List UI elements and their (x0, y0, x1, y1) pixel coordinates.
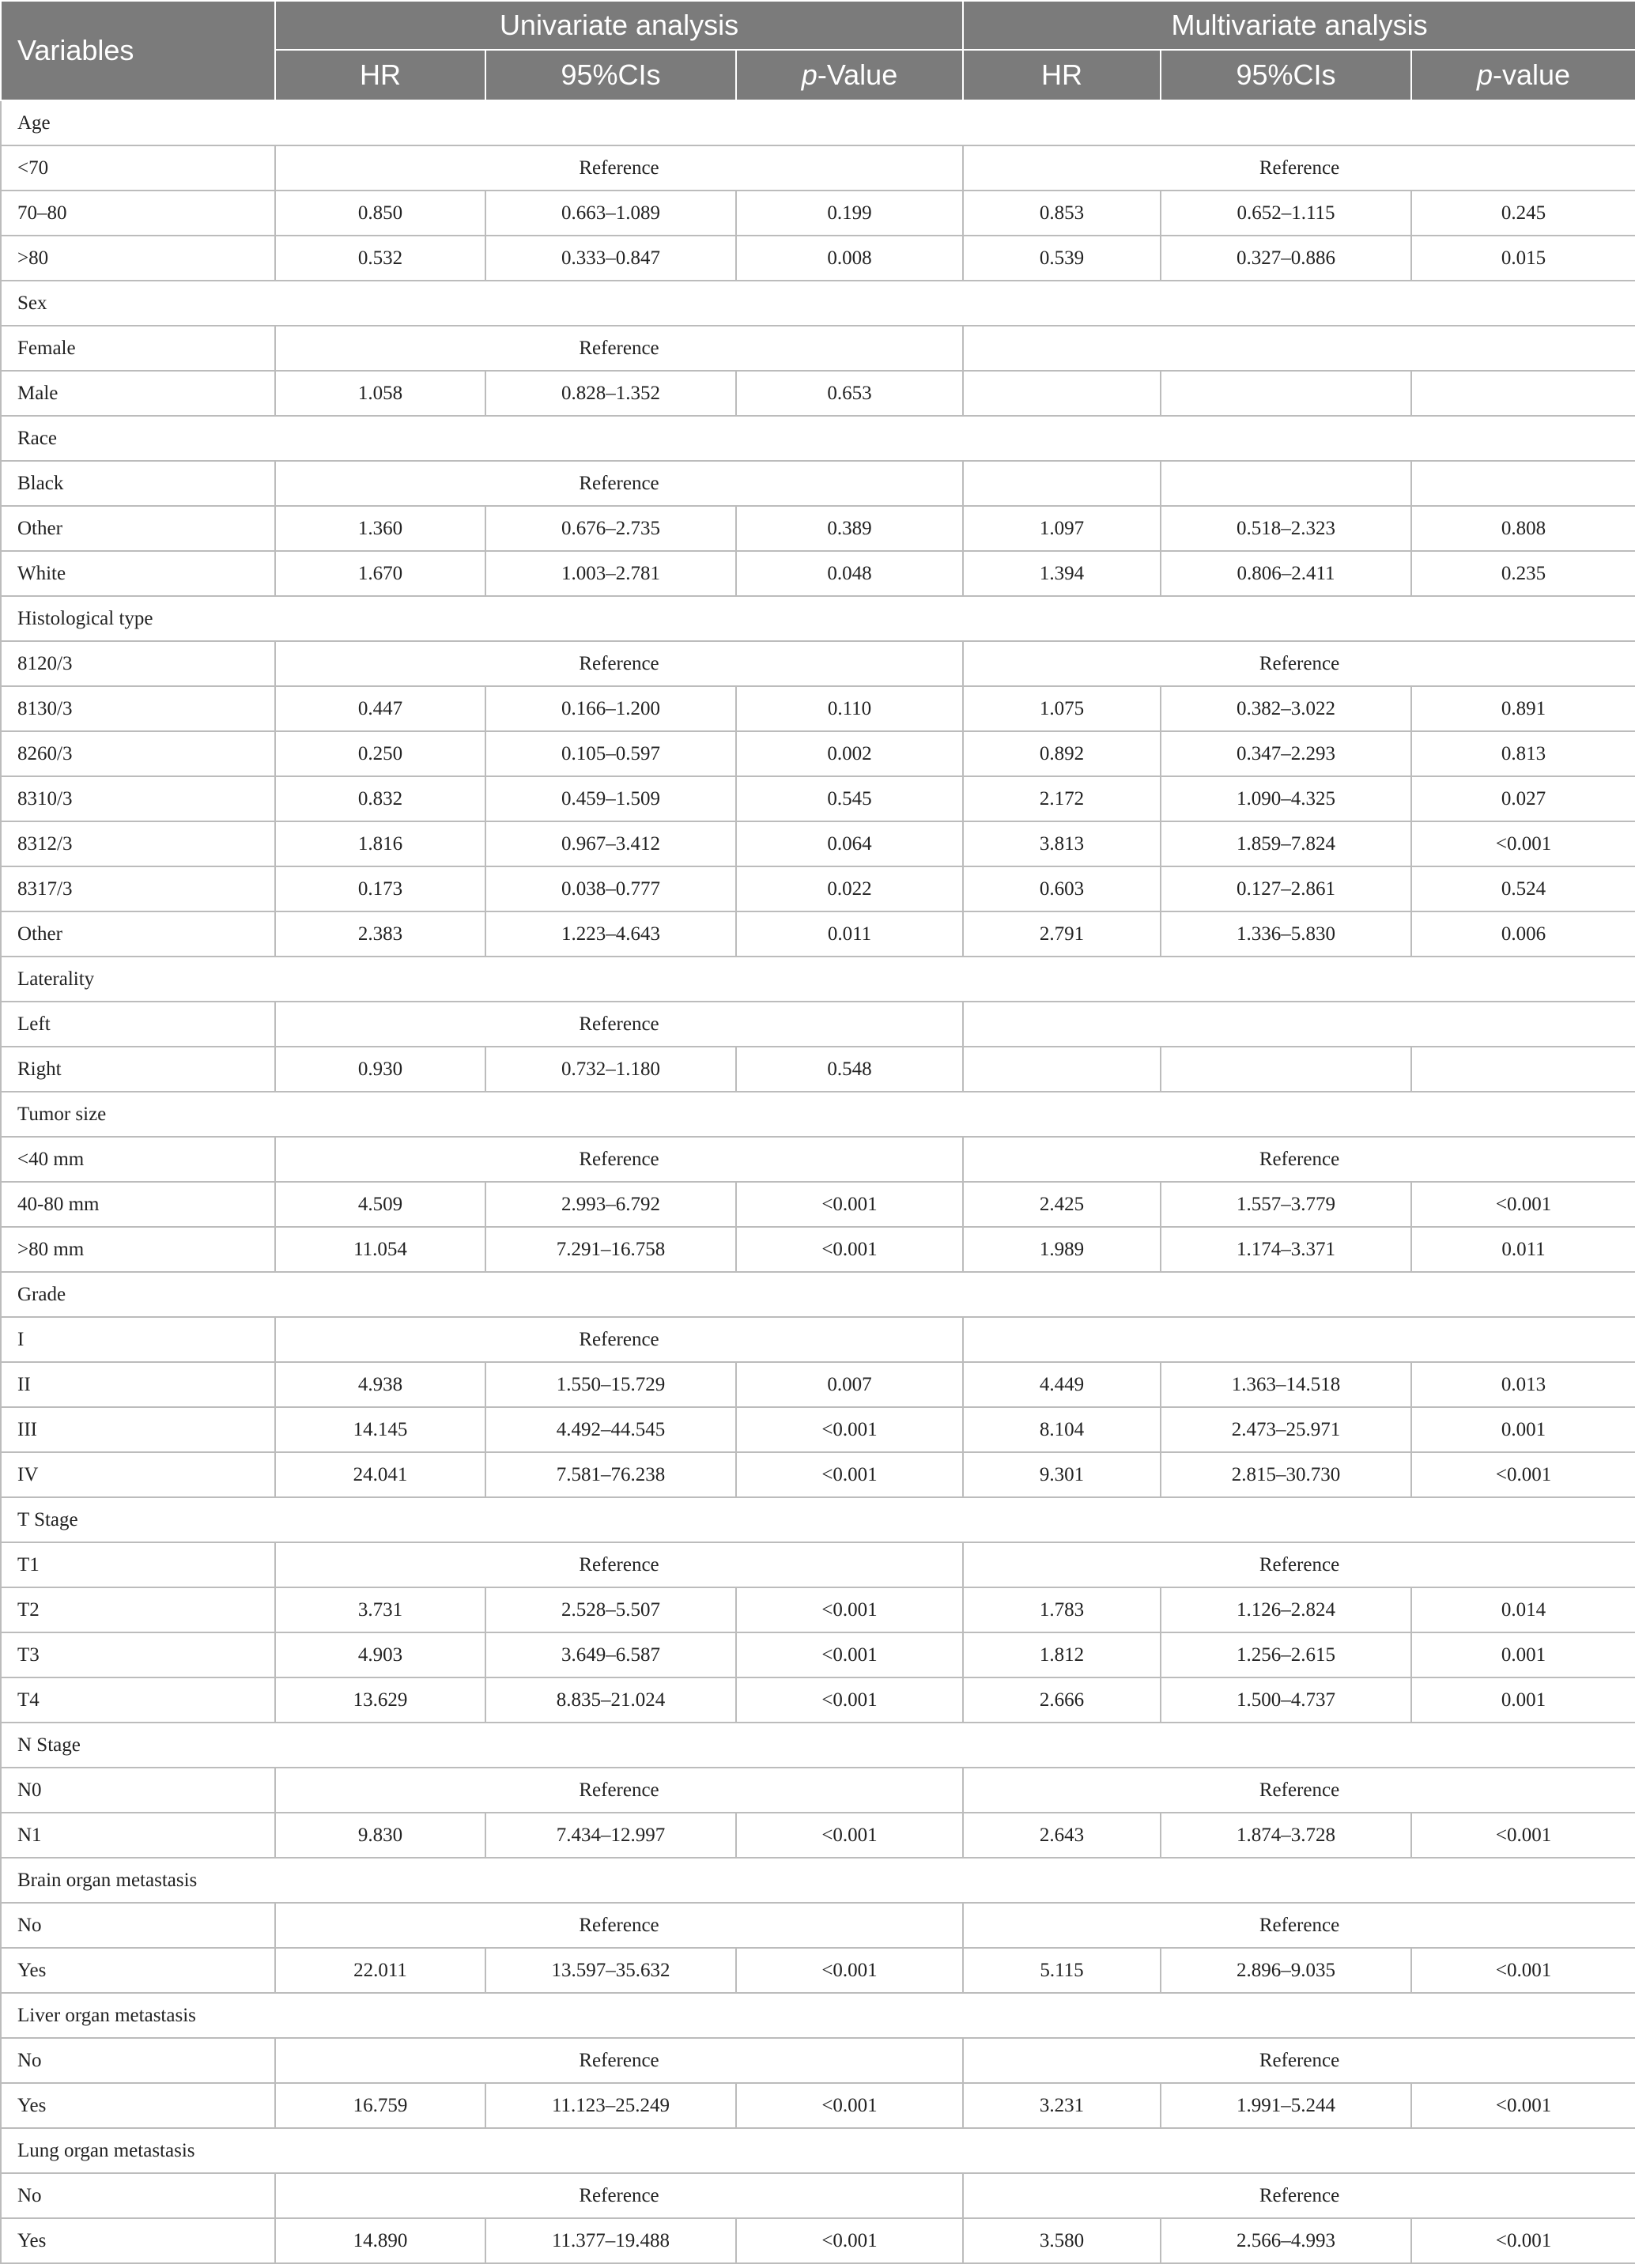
multivariate-p-cell: <0.001 (1411, 1813, 1635, 1858)
table-row (1, 1407, 1635, 1452)
row-label: Yes (1, 2218, 275, 2263)
section-row (1, 1497, 1635, 1542)
row-label: 8317/3 (1, 866, 275, 911)
row-label: 8130/3 (1, 686, 275, 731)
univariate-p-cell: 0.653 (736, 371, 963, 416)
table-row (1, 236, 1635, 281)
table-row (1, 1768, 1635, 1813)
row-label: T1 (1, 1542, 275, 1587)
table-row (1, 776, 1635, 821)
table-row (1, 1182, 1635, 1227)
table-row (1, 1948, 1635, 1993)
row-label: N0 (1, 1768, 275, 1813)
multivariate-hr-cell: 1.394 (963, 551, 1161, 596)
univariate-ci-cell: 0.459–1.509 (485, 776, 736, 821)
univariate-header: Univariate analysis (275, 1, 963, 50)
table-row (1, 551, 1635, 596)
multivariate-hr-cell: 4.449 (963, 1362, 1161, 1407)
p-value-suffix: -Value (817, 58, 898, 91)
multivariate-reference: Reference (963, 145, 1635, 191)
section-row (1, 100, 1635, 145)
univariate-hr-cell: 24.041 (275, 1452, 485, 1497)
univariate-p-cell: <0.001 (736, 1407, 963, 1452)
section-row (1, 957, 1635, 1002)
multivariate-ci-cell: 1.500–4.737 (1161, 1677, 1411, 1723)
multivariate-hr-cell (963, 461, 1161, 506)
p-italic: p (1476, 58, 1493, 91)
row-label: T3 (1, 1632, 275, 1677)
multivariate-p-cell: <0.001 (1411, 2218, 1635, 2263)
multivariate-p-cell: 0.813 (1411, 731, 1635, 776)
univariate-ci-cell: 0.663–1.089 (485, 191, 736, 236)
multivariate-ci-cell (1161, 1047, 1411, 1092)
multivariate-p-cell: 0.001 (1411, 1632, 1635, 1677)
table-row (1, 866, 1635, 911)
multivariate-reference: Reference (963, 1768, 1635, 1813)
multivariate-p-cell: 0.027 (1411, 776, 1635, 821)
multivariate-header: Multivariate analysis (963, 1, 1635, 50)
multivariate-ci-header: 95%CIs (1161, 50, 1411, 100)
univariate-hr-cell: 0.532 (275, 236, 485, 281)
table-row (1, 2083, 1635, 2128)
row-label: White (1, 551, 275, 596)
multivariate-p-cell: 0.013 (1411, 1362, 1635, 1407)
univariate-p-cell: 0.545 (736, 776, 963, 821)
univariate-p-cell: 0.548 (736, 1047, 963, 1092)
table-row (1, 1002, 1635, 1047)
univariate-ci-cell: 0.038–0.777 (485, 866, 736, 911)
univariate-ci-cell: 0.828–1.352 (485, 371, 736, 416)
univariate-p-cell: 0.199 (736, 191, 963, 236)
row-label: I (1, 1317, 275, 1362)
multivariate-ci-cell: 0.382–3.022 (1161, 686, 1411, 731)
univariate-reference: Reference (275, 1137, 963, 1182)
univariate-hr-cell: 4.509 (275, 1182, 485, 1227)
table-row (1, 1452, 1635, 1497)
p-italic: p (801, 58, 818, 91)
univariate-p-cell: 0.064 (736, 821, 963, 866)
univariate-ci-cell: 1.223–4.643 (485, 911, 736, 957)
multivariate-ci-cell: 2.896–9.035 (1161, 1948, 1411, 1993)
row-label: T2 (1, 1587, 275, 1632)
table-row (1, 1677, 1635, 1723)
univariate-p-cell: <0.001 (736, 1587, 963, 1632)
univariate-hr-cell: 0.850 (275, 191, 485, 236)
univariate-hr-cell: 14.890 (275, 2218, 485, 2263)
table-row (1, 371, 1635, 416)
multivariate-hr-cell: 2.643 (963, 1813, 1161, 1858)
univariate-p-cell: 0.008 (736, 236, 963, 281)
univariate-hr-cell: 4.938 (275, 1362, 485, 1407)
table-row (1, 731, 1635, 776)
univariate-ci-cell: 1.550–15.729 (485, 1362, 736, 1407)
table-row (1, 2218, 1635, 2263)
multivariate-ci-cell: 2.473–25.971 (1161, 1407, 1411, 1452)
univariate-hr-cell: 0.930 (275, 1047, 485, 1092)
multivariate-ci-cell: 2.815–30.730 (1161, 1452, 1411, 1497)
univariate-ci-cell: 11.377–19.488 (485, 2218, 736, 2263)
multivariate-reference: Reference (963, 641, 1635, 686)
section-row (1, 281, 1635, 326)
multivariate-hr-cell: 3.580 (963, 2218, 1161, 2263)
multivariate-ci-cell: 1.256–2.615 (1161, 1632, 1411, 1677)
row-label: Black (1, 461, 275, 506)
univariate-p-cell: 0.389 (736, 506, 963, 551)
univariate-p-cell: <0.001 (736, 1813, 963, 1858)
multivariate-reference: Reference (963, 1903, 1635, 1948)
univariate-reference: Reference (275, 2173, 963, 2218)
row-label: Right (1, 1047, 275, 1092)
row-label: Yes (1, 2083, 275, 2128)
univariate-ci-cell: 0.166–1.200 (485, 686, 736, 731)
row-label: Other (1, 911, 275, 957)
univariate-hr-cell: 1.816 (275, 821, 485, 866)
table-row (1, 911, 1635, 957)
row-label: No (1, 2173, 275, 2218)
multivariate-hr-header: HR (963, 50, 1161, 100)
univariate-reference: Reference (275, 2038, 963, 2083)
univariate-hr-cell: 13.629 (275, 1677, 485, 1723)
univariate-hr-cell: 14.145 (275, 1407, 485, 1452)
section-row (1, 1858, 1635, 1903)
univariate-p-cell: <0.001 (736, 2083, 963, 2128)
univariate-p-cell: <0.001 (736, 1452, 963, 1497)
multivariate-ci-cell: 2.566–4.993 (1161, 2218, 1411, 2263)
row-label: >80 (1, 236, 275, 281)
table-body (1, 100, 1635, 2263)
row-label: 8120/3 (1, 641, 275, 686)
univariate-hr-cell: 0.173 (275, 866, 485, 911)
row-label: III (1, 1407, 275, 1452)
multivariate-p-cell: 0.235 (1411, 551, 1635, 596)
univariate-p-cell: <0.001 (736, 1677, 963, 1723)
section-row (1, 1092, 1635, 1137)
univariate-ci-cell: 0.105–0.597 (485, 731, 736, 776)
table-row (1, 1587, 1635, 1632)
univariate-p-cell: 0.011 (736, 911, 963, 957)
univariate-p-cell: 0.048 (736, 551, 963, 596)
multivariate-reference (963, 326, 1635, 371)
multivariate-hr-cell (963, 371, 1161, 416)
multivariate-ci-cell: 0.127–2.861 (1161, 866, 1411, 911)
univariate-ci-cell: 13.597–35.632 (485, 1948, 736, 1993)
section-row (1, 416, 1635, 461)
section-label: Histological type (1, 596, 1635, 641)
table-row (1, 1903, 1635, 1948)
section-label: Grade (1, 1272, 1635, 1317)
section-label: Tumor size (1, 1092, 1635, 1137)
multivariate-hr-cell: 2.791 (963, 911, 1161, 957)
table-row (1, 1542, 1635, 1587)
multivariate-hr-cell: 1.783 (963, 1587, 1161, 1632)
univariate-ci-cell: 0.333–0.847 (485, 236, 736, 281)
univariate-hr-cell: 4.903 (275, 1632, 485, 1677)
multivariate-reference (963, 1317, 1635, 1362)
univariate-hr-cell: 9.830 (275, 1813, 485, 1858)
multivariate-p-cell: 0.011 (1411, 1227, 1635, 1272)
table-row (1, 461, 1635, 506)
p-value-suffix: -value (1493, 58, 1571, 91)
multivariate-hr-cell: 0.853 (963, 191, 1161, 236)
table-header (1, 1, 1635, 100)
multivariate-p-cell: <0.001 (1411, 2083, 1635, 2128)
table-row (1, 821, 1635, 866)
section-label: Race (1, 416, 1635, 461)
univariate-p-cell: <0.001 (736, 1632, 963, 1677)
row-label: 8312/3 (1, 821, 275, 866)
multivariate-ci-cell: 1.090–4.325 (1161, 776, 1411, 821)
univariate-hr-cell: 3.731 (275, 1587, 485, 1632)
table-row (1, 1813, 1635, 1858)
multivariate-ci-cell: 0.518–2.323 (1161, 506, 1411, 551)
section-label: Age (1, 100, 1635, 145)
multivariate-ci-cell: 1.174–3.371 (1161, 1227, 1411, 1272)
multivariate-hr-cell: 0.892 (963, 731, 1161, 776)
row-label: Yes (1, 1948, 275, 1993)
table-row (1, 1137, 1635, 1182)
variables-header: Variables (1, 1, 275, 100)
univariate-reference: Reference (275, 1903, 963, 1948)
section-label: Liver organ metastasis (1, 1993, 1635, 2038)
multivariate-reference (963, 1002, 1635, 1047)
multivariate-p-cell: 0.524 (1411, 866, 1635, 911)
multivariate-p-cell: <0.001 (1411, 1948, 1635, 1993)
multivariate-hr-cell: 2.425 (963, 1182, 1161, 1227)
table-row (1, 641, 1635, 686)
univariate-reference: Reference (275, 1768, 963, 1813)
multivariate-ci-cell: 1.859–7.824 (1161, 821, 1411, 866)
univariate-hr-cell: 11.054 (275, 1227, 485, 1272)
univariate-ci-cell: 1.003–2.781 (485, 551, 736, 596)
multivariate-p-cell: <0.001 (1411, 1182, 1635, 1227)
row-label: >80 mm (1, 1227, 275, 1272)
multivariate-ci-cell: 1.557–3.779 (1161, 1182, 1411, 1227)
univariate-hr-cell: 2.383 (275, 911, 485, 957)
multivariate-p-cell (1411, 1047, 1635, 1092)
table-row (1, 1047, 1635, 1092)
table-row (1, 1227, 1635, 1272)
univariate-ci-cell: 7.291–16.758 (485, 1227, 736, 1272)
row-label: Male (1, 371, 275, 416)
univariate-p-cell: 0.007 (736, 1362, 963, 1407)
multivariate-p-header (1411, 50, 1635, 100)
section-row (1, 1272, 1635, 1317)
row-label: No (1, 2038, 275, 2083)
univariate-p-cell: <0.001 (736, 1182, 963, 1227)
univariate-ci-cell: 2.528–5.507 (485, 1587, 736, 1632)
multivariate-reference: Reference (963, 1542, 1635, 1587)
multivariate-reference: Reference (963, 2038, 1635, 2083)
table-row (1, 1317, 1635, 1362)
multivariate-p-cell: <0.001 (1411, 821, 1635, 866)
multivariate-ci-cell: 0.652–1.115 (1161, 191, 1411, 236)
section-row (1, 596, 1635, 641)
table-row (1, 2173, 1635, 2218)
multivariate-hr-cell: 8.104 (963, 1407, 1161, 1452)
multivariate-ci-cell: 1.363–14.518 (1161, 1362, 1411, 1407)
multivariate-hr-cell: 5.115 (963, 1948, 1161, 1993)
univariate-p-cell: <0.001 (736, 2218, 963, 2263)
multivariate-hr-cell: 0.539 (963, 236, 1161, 281)
univariate-ci-cell: 7.434–12.997 (485, 1813, 736, 1858)
row-label: <40 mm (1, 1137, 275, 1182)
univariate-p-cell: 0.002 (736, 731, 963, 776)
univariate-ci-cell: 7.581–76.238 (485, 1452, 736, 1497)
row-label: Left (1, 1002, 275, 1047)
multivariate-hr-cell: 2.172 (963, 776, 1161, 821)
multivariate-p-cell: 0.006 (1411, 911, 1635, 957)
row-label: <70 (1, 145, 275, 191)
multivariate-hr-cell: 1.097 (963, 506, 1161, 551)
table-row (1, 1362, 1635, 1407)
row-label: Female (1, 326, 275, 371)
univariate-ci-header: 95%CIs (485, 50, 736, 100)
multivariate-reference: Reference (963, 2173, 1635, 2218)
univariate-reference: Reference (275, 1317, 963, 1362)
multivariate-p-cell: <0.001 (1411, 1452, 1635, 1497)
row-label: IV (1, 1452, 275, 1497)
table-row (1, 2038, 1635, 2083)
univariate-reference: Reference (275, 145, 963, 191)
multivariate-hr-cell (963, 1047, 1161, 1092)
multivariate-ci-cell: 0.347–2.293 (1161, 731, 1411, 776)
univariate-hr-cell: 0.447 (275, 686, 485, 731)
multivariate-ci-cell: 0.327–0.886 (1161, 236, 1411, 281)
multivariate-hr-cell: 3.231 (963, 2083, 1161, 2128)
row-label: T4 (1, 1677, 275, 1723)
multivariate-p-cell (1411, 371, 1635, 416)
multivariate-p-cell: 0.001 (1411, 1407, 1635, 1452)
multivariate-hr-cell: 1.989 (963, 1227, 1161, 1272)
multivariate-p-cell: 0.014 (1411, 1587, 1635, 1632)
univariate-hr-cell: 0.250 (275, 731, 485, 776)
univariate-reference: Reference (275, 1002, 963, 1047)
univariate-ci-cell: 8.835–21.024 (485, 1677, 736, 1723)
section-row (1, 2128, 1635, 2173)
multivariate-hr-cell: 1.812 (963, 1632, 1161, 1677)
table-row (1, 145, 1635, 191)
section-label: T Stage (1, 1497, 1635, 1542)
section-label: N Stage (1, 1723, 1635, 1768)
multivariate-hr-cell: 0.603 (963, 866, 1161, 911)
multivariate-ci-cell: 1.126–2.824 (1161, 1587, 1411, 1632)
row-label: 70–80 (1, 191, 275, 236)
row-label: No (1, 1903, 275, 1948)
multivariate-ci-cell: 1.991–5.244 (1161, 2083, 1411, 2128)
section-row (1, 1723, 1635, 1768)
univariate-ci-cell: 0.676–2.735 (485, 506, 736, 551)
univariate-ci-cell: 11.123–25.249 (485, 2083, 736, 2128)
multivariate-p-cell: 0.808 (1411, 506, 1635, 551)
multivariate-ci-cell (1161, 371, 1411, 416)
univariate-ci-cell: 3.649–6.587 (485, 1632, 736, 1677)
univariate-reference: Reference (275, 326, 963, 371)
univariate-p-cell: <0.001 (736, 1948, 963, 1993)
multivariate-ci-cell (1161, 461, 1411, 506)
univariate-p-cell: 0.110 (736, 686, 963, 731)
univariate-hr-cell: 16.759 (275, 2083, 485, 2128)
table-row (1, 506, 1635, 551)
multivariate-p-cell: 0.245 (1411, 191, 1635, 236)
row-label: N1 (1, 1813, 275, 1858)
table-row (1, 686, 1635, 731)
row-label: Other (1, 506, 275, 551)
univariate-hr-cell: 1.058 (275, 371, 485, 416)
row-label: 8260/3 (1, 731, 275, 776)
univariate-reference: Reference (275, 461, 963, 506)
section-label: Brain organ metastasis (1, 1858, 1635, 1903)
table-row (1, 191, 1635, 236)
multivariate-ci-cell: 1.336–5.830 (1161, 911, 1411, 957)
univariate-ci-cell: 0.732–1.180 (485, 1047, 736, 1092)
multivariate-p-cell: 0.015 (1411, 236, 1635, 281)
univariate-hr-cell: 1.670 (275, 551, 485, 596)
multivariate-p-cell: 0.891 (1411, 686, 1635, 731)
univariate-p-cell: 0.022 (736, 866, 963, 911)
section-label: Laterality (1, 957, 1635, 1002)
univariate-reference: Reference (275, 641, 963, 686)
section-row (1, 1993, 1635, 2038)
section-label: Sex (1, 281, 1635, 326)
multivariate-p-cell (1411, 461, 1635, 506)
table-row (1, 326, 1635, 371)
multivariate-ci-cell: 0.806–2.411 (1161, 551, 1411, 596)
multivariate-hr-cell: 2.666 (963, 1677, 1161, 1723)
row-label: 40-80 mm (1, 1182, 275, 1227)
multivariate-reference: Reference (963, 1137, 1635, 1182)
univariate-hr-cell: 1.360 (275, 506, 485, 551)
univariate-ci-cell: 2.993–6.792 (485, 1182, 736, 1227)
univariate-p-header (736, 50, 963, 100)
univariate-hr-cell: 22.011 (275, 1948, 485, 1993)
univariate-hr-header: HR (275, 50, 485, 100)
row-label: 8310/3 (1, 776, 275, 821)
univariate-hr-cell: 0.832 (275, 776, 485, 821)
table-row (1, 1632, 1635, 1677)
multivariate-hr-cell: 3.813 (963, 821, 1161, 866)
multivariate-p-cell: 0.001 (1411, 1677, 1635, 1723)
multivariate-hr-cell: 9.301 (963, 1452, 1161, 1497)
univariate-p-cell: <0.001 (736, 1227, 963, 1272)
univariate-ci-cell: 4.492–44.545 (485, 1407, 736, 1452)
univariate-reference: Reference (275, 1542, 963, 1587)
univariate-ci-cell: 0.967–3.412 (485, 821, 736, 866)
row-label: II (1, 1362, 275, 1407)
multivariate-ci-cell: 1.874–3.728 (1161, 1813, 1411, 1858)
multivariate-hr-cell: 1.075 (963, 686, 1161, 731)
section-label: Lung organ metastasis (1, 2128, 1635, 2173)
